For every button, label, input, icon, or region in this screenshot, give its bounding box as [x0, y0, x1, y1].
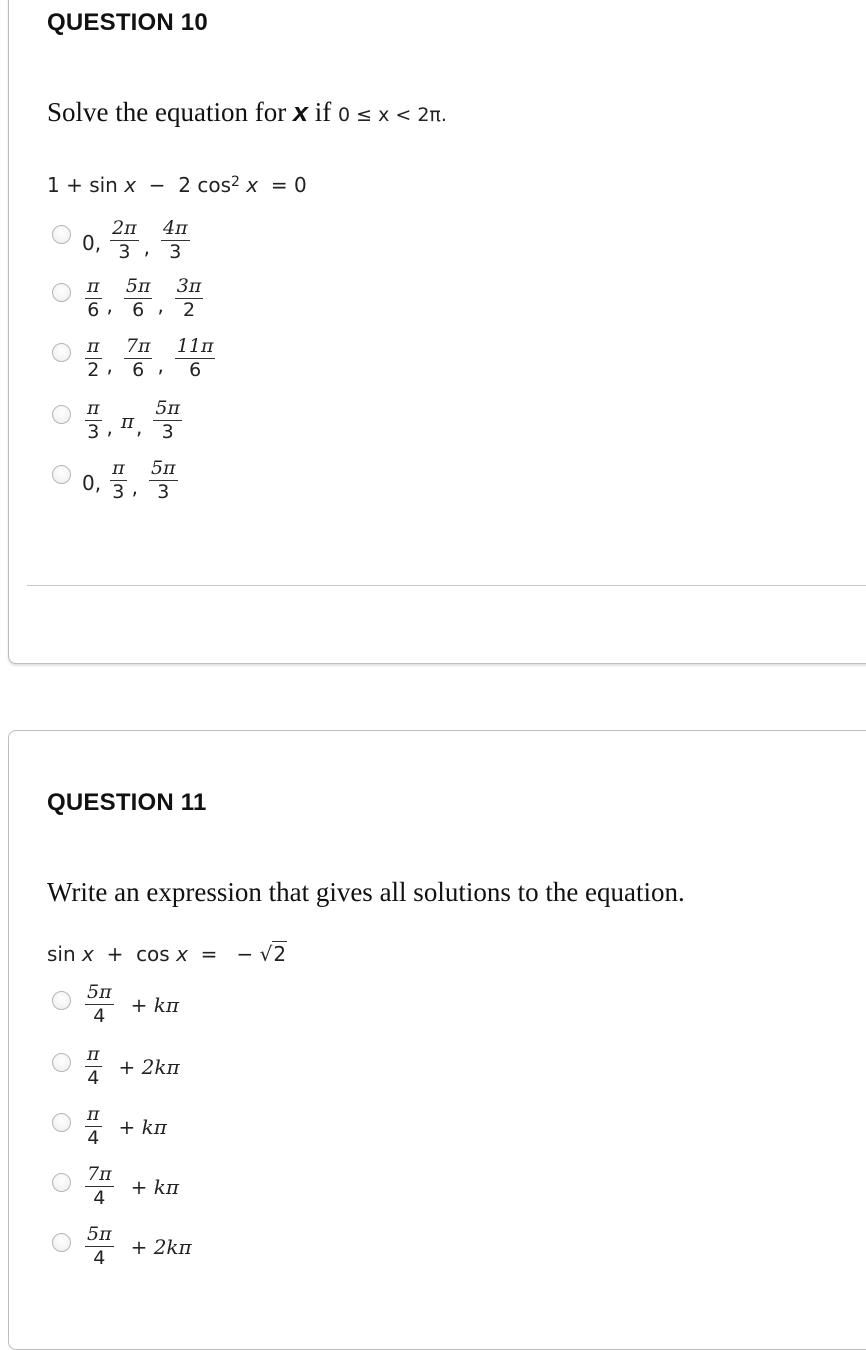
eq-var-x-2: x — [246, 173, 259, 197]
fraction — [110, 459, 127, 502]
fraction-denominator: 2 — [183, 299, 196, 321]
fraction-numerator: 5π — [87, 1223, 112, 1245]
option-suffix: + kπ — [130, 1174, 179, 1199]
eq-term-1: 1 + sin — [47, 173, 118, 197]
option-lead: 0, — [82, 230, 102, 255]
option-expression — [82, 219, 193, 262]
option-expression — [82, 399, 185, 442]
prompt-variable: x — [292, 97, 308, 127]
fraction — [124, 337, 153, 380]
radio-button[interactable] — [52, 1173, 71, 1192]
fraction-denominator: 6 — [132, 299, 145, 321]
fraction-denominator: 6 — [132, 359, 145, 381]
fraction-denominator: 6 — [87, 299, 100, 321]
fraction-numerator: π — [87, 335, 100, 357]
fraction-numerator: 7π — [125, 335, 151, 357]
fraction — [149, 459, 178, 502]
option-expression — [82, 337, 218, 380]
radio-button[interactable] — [52, 1233, 71, 1252]
comma: , — [106, 414, 113, 439]
radio-button[interactable] — [52, 991, 71, 1010]
fraction — [161, 219, 190, 262]
eq-var-x: x — [124, 173, 137, 197]
question-divider — [27, 585, 866, 586]
question-10-title: QUESTION 10 — [47, 9, 208, 36]
prompt-text: Solve the equation for — [47, 97, 287, 127]
option-suffix: + 2kπ — [118, 1054, 180, 1079]
option-expression — [82, 1225, 192, 1268]
fraction-numerator: 3π — [176, 275, 202, 297]
eq-exponent: 2 — [231, 174, 240, 190]
eq-x-1: x — [82, 942, 94, 966]
eq-equals-zero: = 0 — [270, 173, 307, 197]
option-expression — [82, 1045, 180, 1088]
fraction-numerator: π — [87, 1103, 100, 1125]
radio-button[interactable] — [52, 343, 71, 362]
fraction — [110, 219, 139, 262]
fraction-denominator: 3 — [157, 481, 170, 503]
fraction-numerator: 5π — [155, 397, 180, 419]
prompt-condition: 0 ≤ x < 2π. — [337, 104, 447, 126]
sqrt-symbol: √ 2 — [259, 942, 287, 966]
fraction — [85, 1165, 114, 1208]
fraction-denominator: 3 — [161, 421, 174, 443]
fraction — [85, 277, 102, 320]
question-10-equation — [47, 173, 307, 197]
question-11-title: QUESTION 11 — [47, 789, 207, 816]
question-11-card — [8, 730, 866, 1350]
eq-equals: = — [200, 942, 218, 966]
fraction-denominator: 3 — [169, 241, 182, 263]
fraction-numerator: 7π — [87, 1163, 112, 1185]
fraction-denominator: 4 — [93, 1247, 106, 1269]
fraction-numerator: 5π — [125, 275, 151, 297]
option-lead: 0, — [82, 470, 102, 495]
fraction-denominator: 3 — [118, 241, 131, 263]
comma: , — [157, 352, 164, 377]
fraction-denominator: 3 — [87, 421, 100, 443]
comma: , — [131, 474, 138, 499]
option-suffix: + 2kπ — [130, 1234, 192, 1259]
eq-minus: − — [236, 942, 254, 966]
option-expression — [82, 459, 181, 502]
fraction-numerator: 5π — [87, 981, 112, 1003]
fraction-denominator: 4 — [93, 1005, 106, 1027]
option-term: π — [120, 408, 135, 433]
eq-term-2: 2 cos — [178, 173, 231, 197]
fraction-numerator: π — [87, 275, 100, 297]
eq-minus: − — [148, 173, 166, 197]
comma: , — [136, 414, 143, 439]
radio-button[interactable] — [52, 1113, 71, 1132]
radio-button[interactable] — [52, 283, 71, 302]
radio-button[interactable] — [52, 405, 71, 424]
fraction — [85, 1105, 102, 1148]
fraction-numerator: 4π — [163, 217, 188, 239]
fraction-numerator: π — [112, 457, 125, 479]
comma: , — [143, 234, 151, 259]
fraction-numerator: 11π — [176, 335, 214, 357]
fraction — [85, 337, 102, 380]
option-expression — [82, 277, 206, 320]
fraction — [85, 399, 102, 442]
eq-x-2: x — [176, 942, 188, 966]
fraction-numerator: π — [87, 397, 100, 419]
fraction-denominator: 3 — [112, 481, 125, 503]
radio-button[interactable] — [52, 465, 71, 484]
comma: , — [106, 292, 113, 317]
option-expression — [82, 983, 179, 1026]
fraction-numerator: 2π — [112, 217, 137, 239]
option-expression — [82, 1165, 179, 1208]
fraction — [175, 337, 216, 380]
question-11-equation — [47, 941, 287, 966]
fraction-denominator: 4 — [93, 1187, 106, 1209]
option-expression — [82, 1105, 167, 1148]
sqrt-radicand: 2 — [273, 942, 287, 966]
fraction-numerator: π — [87, 1043, 100, 1065]
fraction-denominator: 4 — [87, 1067, 100, 1089]
fraction — [85, 1225, 114, 1268]
fraction — [175, 277, 204, 320]
option-suffix: + kπ — [130, 992, 179, 1017]
fraction — [153, 399, 182, 442]
option-suffix: + kπ — [118, 1114, 167, 1139]
eq-cos: cos — [136, 942, 170, 966]
question-10-card — [8, 0, 866, 664]
radio-button[interactable] — [52, 1053, 71, 1072]
fraction — [124, 277, 153, 320]
comma: , — [106, 352, 113, 377]
eq-sin: sin — [47, 942, 76, 966]
fraction-denominator: 6 — [189, 359, 202, 381]
eq-plus: + — [106, 942, 124, 966]
fraction — [85, 983, 114, 1026]
question-11-prompt: Write an expression that gives all solutions to the equation. — [47, 877, 685, 907]
prompt-if: if — [314, 97, 332, 127]
question-10-prompt — [47, 97, 447, 128]
fraction — [85, 1045, 102, 1088]
fraction-numerator: 5π — [150, 457, 176, 479]
fraction-denominator: 2 — [87, 359, 100, 381]
comma: , — [157, 292, 164, 317]
fraction-denominator: 4 — [87, 1127, 100, 1149]
radio-button[interactable] — [52, 225, 71, 244]
